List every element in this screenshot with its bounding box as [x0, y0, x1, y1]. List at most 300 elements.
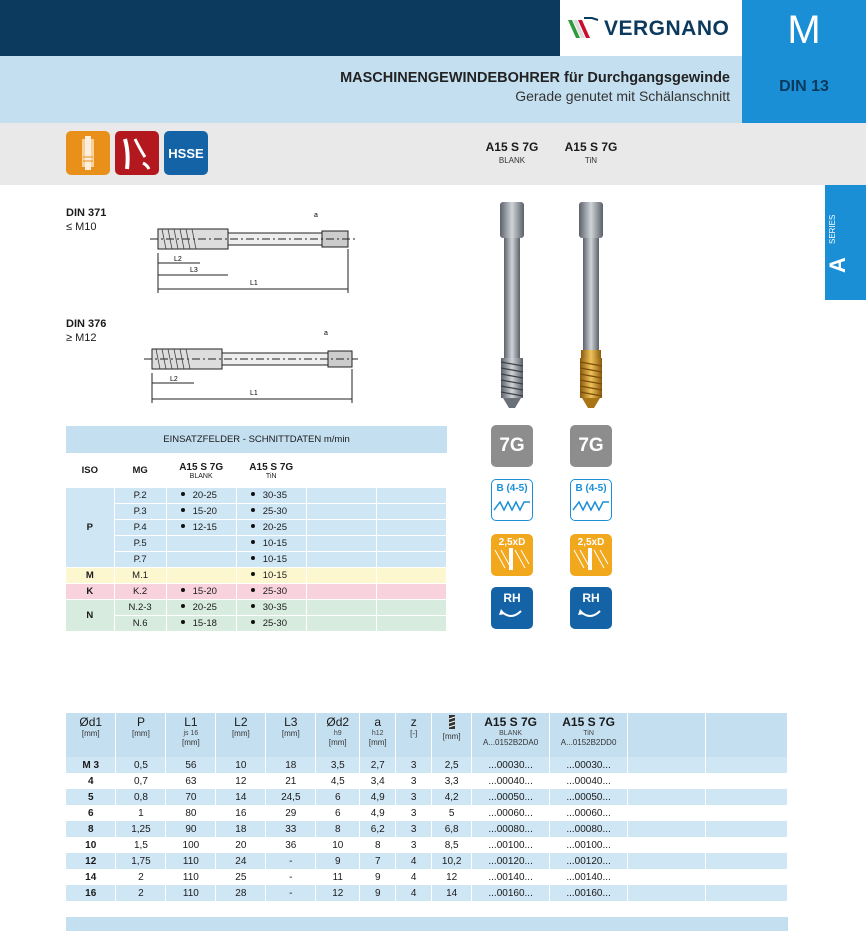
dimension-cell: 56 [166, 757, 216, 773]
dimension-cell: 8 [316, 821, 360, 837]
dimension-unit: [mm] [281, 729, 300, 738]
tolerance-badge-blank: 7G [491, 425, 533, 467]
dimension-row [66, 757, 788, 773]
cutting-speed-cell [166, 519, 236, 535]
dimension-cell: 33 [266, 821, 316, 837]
dimension-cell: 6 [316, 805, 360, 821]
dimension-cell: ...00050... [472, 789, 550, 805]
dimension-header-cell [360, 713, 396, 757]
empty-cell [66, 901, 116, 917]
dimension-cell: - [266, 869, 316, 885]
material-group-cell: N.6 [114, 615, 166, 631]
cutting-speed-value: 10-15 [262, 569, 288, 581]
dimension-unit: [mm] [132, 729, 150, 738]
dimension-header-cell [116, 713, 166, 757]
empty-header-cell [628, 713, 706, 757]
right-hand-badge-blank [491, 587, 533, 629]
rh-label: RH [582, 591, 600, 605]
column-head-tin: A15 S 7G [564, 140, 618, 154]
dimension-cell: ...00030... [550, 757, 628, 773]
recommended-dot-icon [181, 492, 185, 496]
cutting-row [66, 519, 447, 535]
dimension-header-cell [316, 713, 360, 757]
dimension-cell: 2,5 [432, 757, 472, 773]
dimension-cell: 4,2 [432, 789, 472, 805]
column-head-blank: A15 S 7G [485, 140, 539, 154]
dimension-cell: 6,2 [360, 821, 396, 837]
empty-cell [705, 773, 787, 789]
cutting-speed-cell [236, 551, 306, 567]
dimension-cell: ...00160... [472, 885, 550, 901]
recommended-dot-icon [251, 492, 255, 496]
dimension-cell: 14 [216, 789, 266, 805]
chamfer-form-badge-tin [570, 479, 612, 521]
cutting-speed-cell [236, 567, 306, 583]
empty-cell [306, 503, 376, 519]
dimension-cell: 16 [66, 885, 116, 901]
drawing1-range: ≤ M10 [66, 221, 97, 233]
dimension-header-label: a [374, 715, 382, 729]
cutting-speed-value: 25-30 [262, 585, 288, 597]
dimension-cell: 11 [316, 869, 360, 885]
empty-cell [628, 821, 706, 837]
through-hole-icon [491, 548, 531, 570]
material-group-cell: P.5 [114, 535, 166, 551]
dimension-cell: ...00100... [472, 837, 550, 853]
cutting-speed-value: 30-35 [262, 601, 288, 613]
dimension-cell: 4 [396, 869, 432, 885]
dimension-header-label: L2 [234, 715, 248, 729]
din371-drawing [130, 205, 360, 300]
standard-label: DIN 13 [779, 78, 829, 95]
empty-cell [116, 901, 166, 917]
empty-cell [628, 885, 706, 901]
dimension-unit: [-] [410, 729, 418, 738]
dimension-cell: ...00080... [550, 821, 628, 837]
dimension-cell: ...00040... [550, 773, 628, 789]
dimension-cell: ...00140... [550, 869, 628, 885]
cutting-speed-value: 20-25 [192, 489, 217, 501]
dimension-cell: 80 [166, 805, 216, 821]
dimension-cell: ...00120... [550, 853, 628, 869]
empty-cell [705, 821, 787, 837]
dimension-cell: 4 [396, 885, 432, 901]
svg-text:L2: L2 [174, 256, 182, 263]
cut-header-col1 [166, 455, 236, 487]
dimension-row [66, 869, 788, 885]
dimension-cell: 110 [166, 853, 216, 869]
brand-logo [566, 12, 736, 46]
dimension-header-label: A15 S 7G [484, 715, 537, 729]
empty-cell [376, 583, 446, 599]
dimension-cell: 100 [166, 837, 216, 853]
dimension-cell: - [266, 853, 316, 869]
dimension-cell: 10 [216, 757, 266, 773]
cutting-speed-cell [166, 551, 236, 567]
empty-cell [705, 901, 787, 917]
material-group-cell: P.3 [114, 503, 166, 519]
dimension-row [66, 773, 788, 789]
dimension-cell: 1,5 [116, 837, 166, 853]
dimension-cell: 1,75 [116, 853, 166, 869]
empty-cell [472, 901, 550, 917]
cutting-speed-value: 10-15 [262, 537, 288, 549]
dimension-cell: 0,7 [116, 773, 166, 789]
dimension-cell: 1 [116, 805, 166, 821]
cut-header-col2-sub: TiN [265, 472, 277, 480]
empty-cell [306, 567, 376, 583]
empty-cell [306, 519, 376, 535]
dimension-cell: 70 [166, 789, 216, 805]
dimension-header-cell [266, 713, 316, 757]
dimension-cell: 3 [396, 789, 432, 805]
dimension-cell: 4,9 [360, 805, 396, 821]
dimension-header-label: Ød1 [79, 715, 103, 729]
empty-cell [360, 901, 396, 917]
dimension-cell: 36 [266, 837, 316, 853]
iso-group-cell: M [66, 567, 114, 583]
cutting-data-table [66, 455, 447, 632]
dimension-cell: 3 [396, 821, 432, 837]
dimension-header-cell [550, 713, 628, 757]
dimension-cell: 12 [432, 869, 472, 885]
cutting-speed-value: 15-20 [192, 505, 217, 517]
empty-cell [628, 901, 706, 917]
dimension-header-cell [472, 713, 550, 757]
svg-text:L1: L1 [250, 390, 258, 397]
cut-header-col1-code: A15 S 7G [179, 461, 224, 473]
empty-cell [432, 901, 472, 917]
cut-header-empty [376, 455, 446, 487]
recommended-dot-icon [251, 556, 255, 560]
dimension-header-cell [66, 713, 116, 757]
dimension-header-cell [166, 713, 216, 757]
recommended-dot-icon [181, 524, 185, 528]
iso-group-cell: K [66, 583, 114, 599]
empty-cell [705, 853, 787, 869]
dimension-header-row [66, 713, 788, 757]
empty-cell [306, 551, 376, 567]
dimension-unit: [mm] [231, 729, 250, 738]
straight-flute-icon [66, 131, 110, 175]
chamfer-form-label: B (4-5) [496, 483, 528, 494]
dimension-cell: 5 [432, 805, 472, 821]
drill-diameter-icon [446, 715, 458, 729]
dimension-cell: 24 [216, 853, 266, 869]
cutting-speed-cell [166, 599, 236, 615]
dimension-cell: 21 [266, 773, 316, 789]
empty-cell [306, 583, 376, 599]
empty-cell [628, 837, 706, 853]
dimension-header-cell [396, 713, 432, 757]
dimension-cell: 12 [216, 773, 266, 789]
spacer-row [66, 901, 788, 917]
tap-tin-image [574, 200, 608, 410]
cut-header-empty [306, 455, 376, 487]
dimension-header-label: Ød2 [326, 715, 350, 729]
cutting-speed-cell [166, 615, 236, 631]
dimension-row [66, 885, 788, 901]
dimension-cell: 4,5 [316, 773, 360, 789]
drawing1-standard: DIN 371 [66, 207, 107, 219]
page-subtitle: Gerade genutet mit Schälanschnitt [515, 88, 730, 104]
dimension-header-label: P [136, 715, 145, 729]
dimension-cell: 18 [216, 821, 266, 837]
brand-name: VERGNANO [604, 17, 730, 40]
empty-cell [376, 503, 446, 519]
page-title: MASCHINENGEWINDEBOHRER für Durchgangsgewinde [340, 70, 730, 86]
empty-cell [705, 789, 787, 805]
dimension-cell: ...00100... [550, 837, 628, 853]
dimension-unit: [mm] [328, 738, 347, 747]
dimension-cell: 9 [360, 869, 396, 885]
empty-header-cell [705, 713, 787, 757]
dimension-row [66, 805, 788, 821]
dimension-cell: 3 [396, 805, 432, 821]
dimension-cell: ...00140... [472, 869, 550, 885]
dimension-cell: 110 [166, 869, 216, 885]
dimension-cell: 3,3 [432, 773, 472, 789]
dimension-header-sub: js 16 [183, 730, 199, 737]
svg-text:L1: L1 [250, 280, 258, 287]
empty-cell [705, 805, 787, 821]
recommended-dot-icon [251, 620, 255, 624]
dimension-unit: A...0152B2DD0 [560, 738, 617, 747]
series-letter: A [824, 257, 850, 273]
cutting-speed-cell [236, 599, 306, 615]
table-footer-bar [66, 917, 788, 931]
dimension-header-cell [432, 713, 472, 757]
empty-cell [166, 901, 216, 917]
empty-cell [216, 901, 266, 917]
cutting-row [66, 487, 447, 503]
dimension-cell: 110 [166, 885, 216, 901]
dimension-unit: A...0152B2DA0 [483, 738, 539, 747]
empty-cell [705, 885, 787, 901]
dimension-cell: 90 [166, 821, 216, 837]
dimension-row [66, 853, 788, 869]
chip-flow-icon [115, 131, 159, 175]
cutting-row [66, 599, 447, 615]
dimension-cell: ...00060... [550, 805, 628, 821]
empty-cell [376, 567, 446, 583]
dimension-cell: 4 [396, 853, 432, 869]
material-group-cell: M.1 [114, 567, 166, 583]
dimension-cell: 3,5 [316, 757, 360, 773]
dimension-header-sub: h9 [333, 730, 342, 737]
dimension-cell: M 3 [66, 757, 116, 773]
dimension-cell: 8,5 [432, 837, 472, 853]
dimension-cell: 8 [66, 821, 116, 837]
dimension-cell: ...00080... [472, 821, 550, 837]
empty-cell [306, 615, 376, 631]
cutting-data-title: EINSATZFELDER - SCHNITTDATEN m/min [66, 426, 447, 453]
drawing2-range: ≥ M12 [66, 332, 97, 344]
recommended-dot-icon [181, 604, 185, 608]
cutting-row [66, 567, 447, 583]
cutting-speed-value: 25-30 [262, 505, 288, 517]
dimension-cell: 10 [66, 837, 116, 853]
dimension-cell: 12 [316, 885, 360, 901]
depth-badge-tin [570, 534, 612, 576]
svg-text:a: a [324, 330, 328, 337]
empty-cell [628, 789, 706, 805]
dimension-cell: 6,8 [432, 821, 472, 837]
tap-blank-image [495, 200, 529, 410]
iso-group-cell: N [66, 599, 114, 631]
cutting-speed-cell [166, 487, 236, 503]
column-sub-tin: TiN [584, 156, 598, 165]
cutting-speed-cell [166, 503, 236, 519]
rh-label: RH [503, 591, 521, 605]
dimension-cell: 29 [266, 805, 316, 821]
recommended-dot-icon [181, 588, 185, 592]
dimension-header-label: z [410, 715, 417, 729]
empty-cell [376, 615, 446, 631]
dimension-header-label: A15 S 7G [562, 715, 615, 729]
dimension-row [66, 837, 788, 853]
empty-cell [550, 901, 628, 917]
rotation-arrow-icon [491, 605, 531, 623]
dimension-cell: ...00050... [550, 789, 628, 805]
thread-profile-icon [492, 494, 532, 514]
dimension-cell: 10 [316, 837, 360, 853]
dimension-cell: 1,25 [116, 821, 166, 837]
brand-logo-mark [566, 16, 600, 42]
empty-cell [628, 773, 706, 789]
dimension-cell: 12 [66, 853, 116, 869]
cutting-row [66, 583, 447, 599]
cutting-speed-value: 30-35 [262, 489, 288, 501]
recommended-dot-icon [251, 524, 255, 528]
dimension-unit: [mm] [368, 738, 387, 747]
empty-cell [705, 837, 787, 853]
cutting-speed-cell [166, 535, 236, 551]
empty-cell [628, 757, 706, 773]
cutting-speed-cell [236, 583, 306, 599]
column-sub-blank: BLANK [498, 156, 526, 165]
cutting-speed-value: 12-15 [192, 521, 217, 533]
dimension-cell: 28 [216, 885, 266, 901]
dimension-header-sub: BLANK [499, 730, 523, 737]
din376-drawing [130, 325, 360, 410]
cutting-row [66, 535, 447, 551]
dimension-cell: 3 [396, 837, 432, 853]
drawing2-standard: DIN 376 [66, 318, 107, 330]
dimension-unit: [mm] [182, 738, 200, 747]
cutting-speed-cell [236, 519, 306, 535]
dimension-unit: [mm] [442, 732, 461, 741]
empty-cell [705, 869, 787, 885]
empty-cell [306, 535, 376, 551]
cutting-speed-cell [236, 615, 306, 631]
through-hole-icon [570, 548, 610, 570]
empty-cell [316, 901, 360, 917]
cutting-speed-cell [166, 583, 236, 599]
cutting-speed-value: 25-30 [262, 617, 288, 629]
empty-cell [376, 519, 446, 535]
empty-cell [628, 869, 706, 885]
series-word: SERIES [828, 214, 837, 244]
dimension-cell: ...00160... [550, 885, 628, 901]
dimension-cell: 16 [216, 805, 266, 821]
cut-header-mg: MG [114, 455, 166, 487]
empty-cell [705, 757, 787, 773]
empty-cell [376, 535, 446, 551]
dimension-cell: 18 [266, 757, 316, 773]
dimension-cell: 25 [216, 869, 266, 885]
empty-cell [376, 487, 446, 503]
thread-profile-icon [571, 494, 611, 514]
cutting-speed-value: 15-18 [192, 617, 217, 629]
dimension-row [66, 789, 788, 805]
empty-cell [628, 805, 706, 821]
material-group-cell: P.7 [114, 551, 166, 567]
recommended-dot-icon [251, 540, 255, 544]
dimension-cell: 20 [216, 837, 266, 853]
dimension-cell: ...00120... [472, 853, 550, 869]
dimension-cell: 24,5 [266, 789, 316, 805]
depth-label: 2,5xD [577, 537, 605, 548]
hsse-material-badge: HSSE [164, 131, 208, 175]
cutting-row [66, 615, 447, 631]
category-letter: M [787, 8, 821, 52]
depth-label: 2,5xD [498, 537, 526, 548]
dimension-cell: ...00030... [472, 757, 550, 773]
tolerance-badge-tin: 7G [570, 425, 612, 467]
cut-header-col1-sub: BLANK [189, 472, 213, 480]
dimension-cell: 5 [66, 789, 116, 805]
dimension-header-sub: h12 [371, 730, 384, 737]
cutting-speed-value: 20-25 [262, 521, 288, 533]
dimension-cell: - [266, 885, 316, 901]
dimension-header-label: L1 [184, 715, 198, 729]
dimension-header-label: L3 [284, 715, 298, 729]
dimension-cell: 2 [116, 869, 166, 885]
empty-cell [266, 901, 316, 917]
dimension-cell: 3 [396, 757, 432, 773]
cutting-speed-cell [236, 535, 306, 551]
material-group-cell: N.2-3 [114, 599, 166, 615]
empty-cell [396, 901, 432, 917]
dimension-cell: ...00040... [472, 773, 550, 789]
cutting-speed-value: 10-15 [262, 553, 288, 565]
cut-header-iso: ISO [66, 455, 114, 487]
iso-group-cell: P [66, 487, 114, 567]
empty-cell [306, 487, 376, 503]
recommended-dot-icon [181, 620, 185, 624]
chamfer-form-badge-blank [491, 479, 533, 521]
depth-badge-blank [491, 534, 533, 576]
dimension-cell: 6 [316, 789, 360, 805]
cutting-speed-value: 20-25 [192, 601, 217, 613]
rotation-arrow-icon [570, 605, 610, 623]
dimension-cell: 3,4 [360, 773, 396, 789]
dimension-cell: 0,8 [116, 789, 166, 805]
dimension-cell: 7 [360, 853, 396, 869]
svg-text:L3: L3 [190, 267, 198, 274]
dimension-cell: 3 [396, 773, 432, 789]
dimension-cell: 6 [66, 805, 116, 821]
empty-cell [628, 853, 706, 869]
dimension-row [66, 821, 788, 837]
dimension-cell: 9 [360, 885, 396, 901]
cutting-speed-cell [236, 503, 306, 519]
dimension-table [66, 713, 788, 917]
cutting-speed-cell [236, 487, 306, 503]
empty-cell [306, 599, 376, 615]
svg-text:L2: L2 [170, 376, 178, 383]
